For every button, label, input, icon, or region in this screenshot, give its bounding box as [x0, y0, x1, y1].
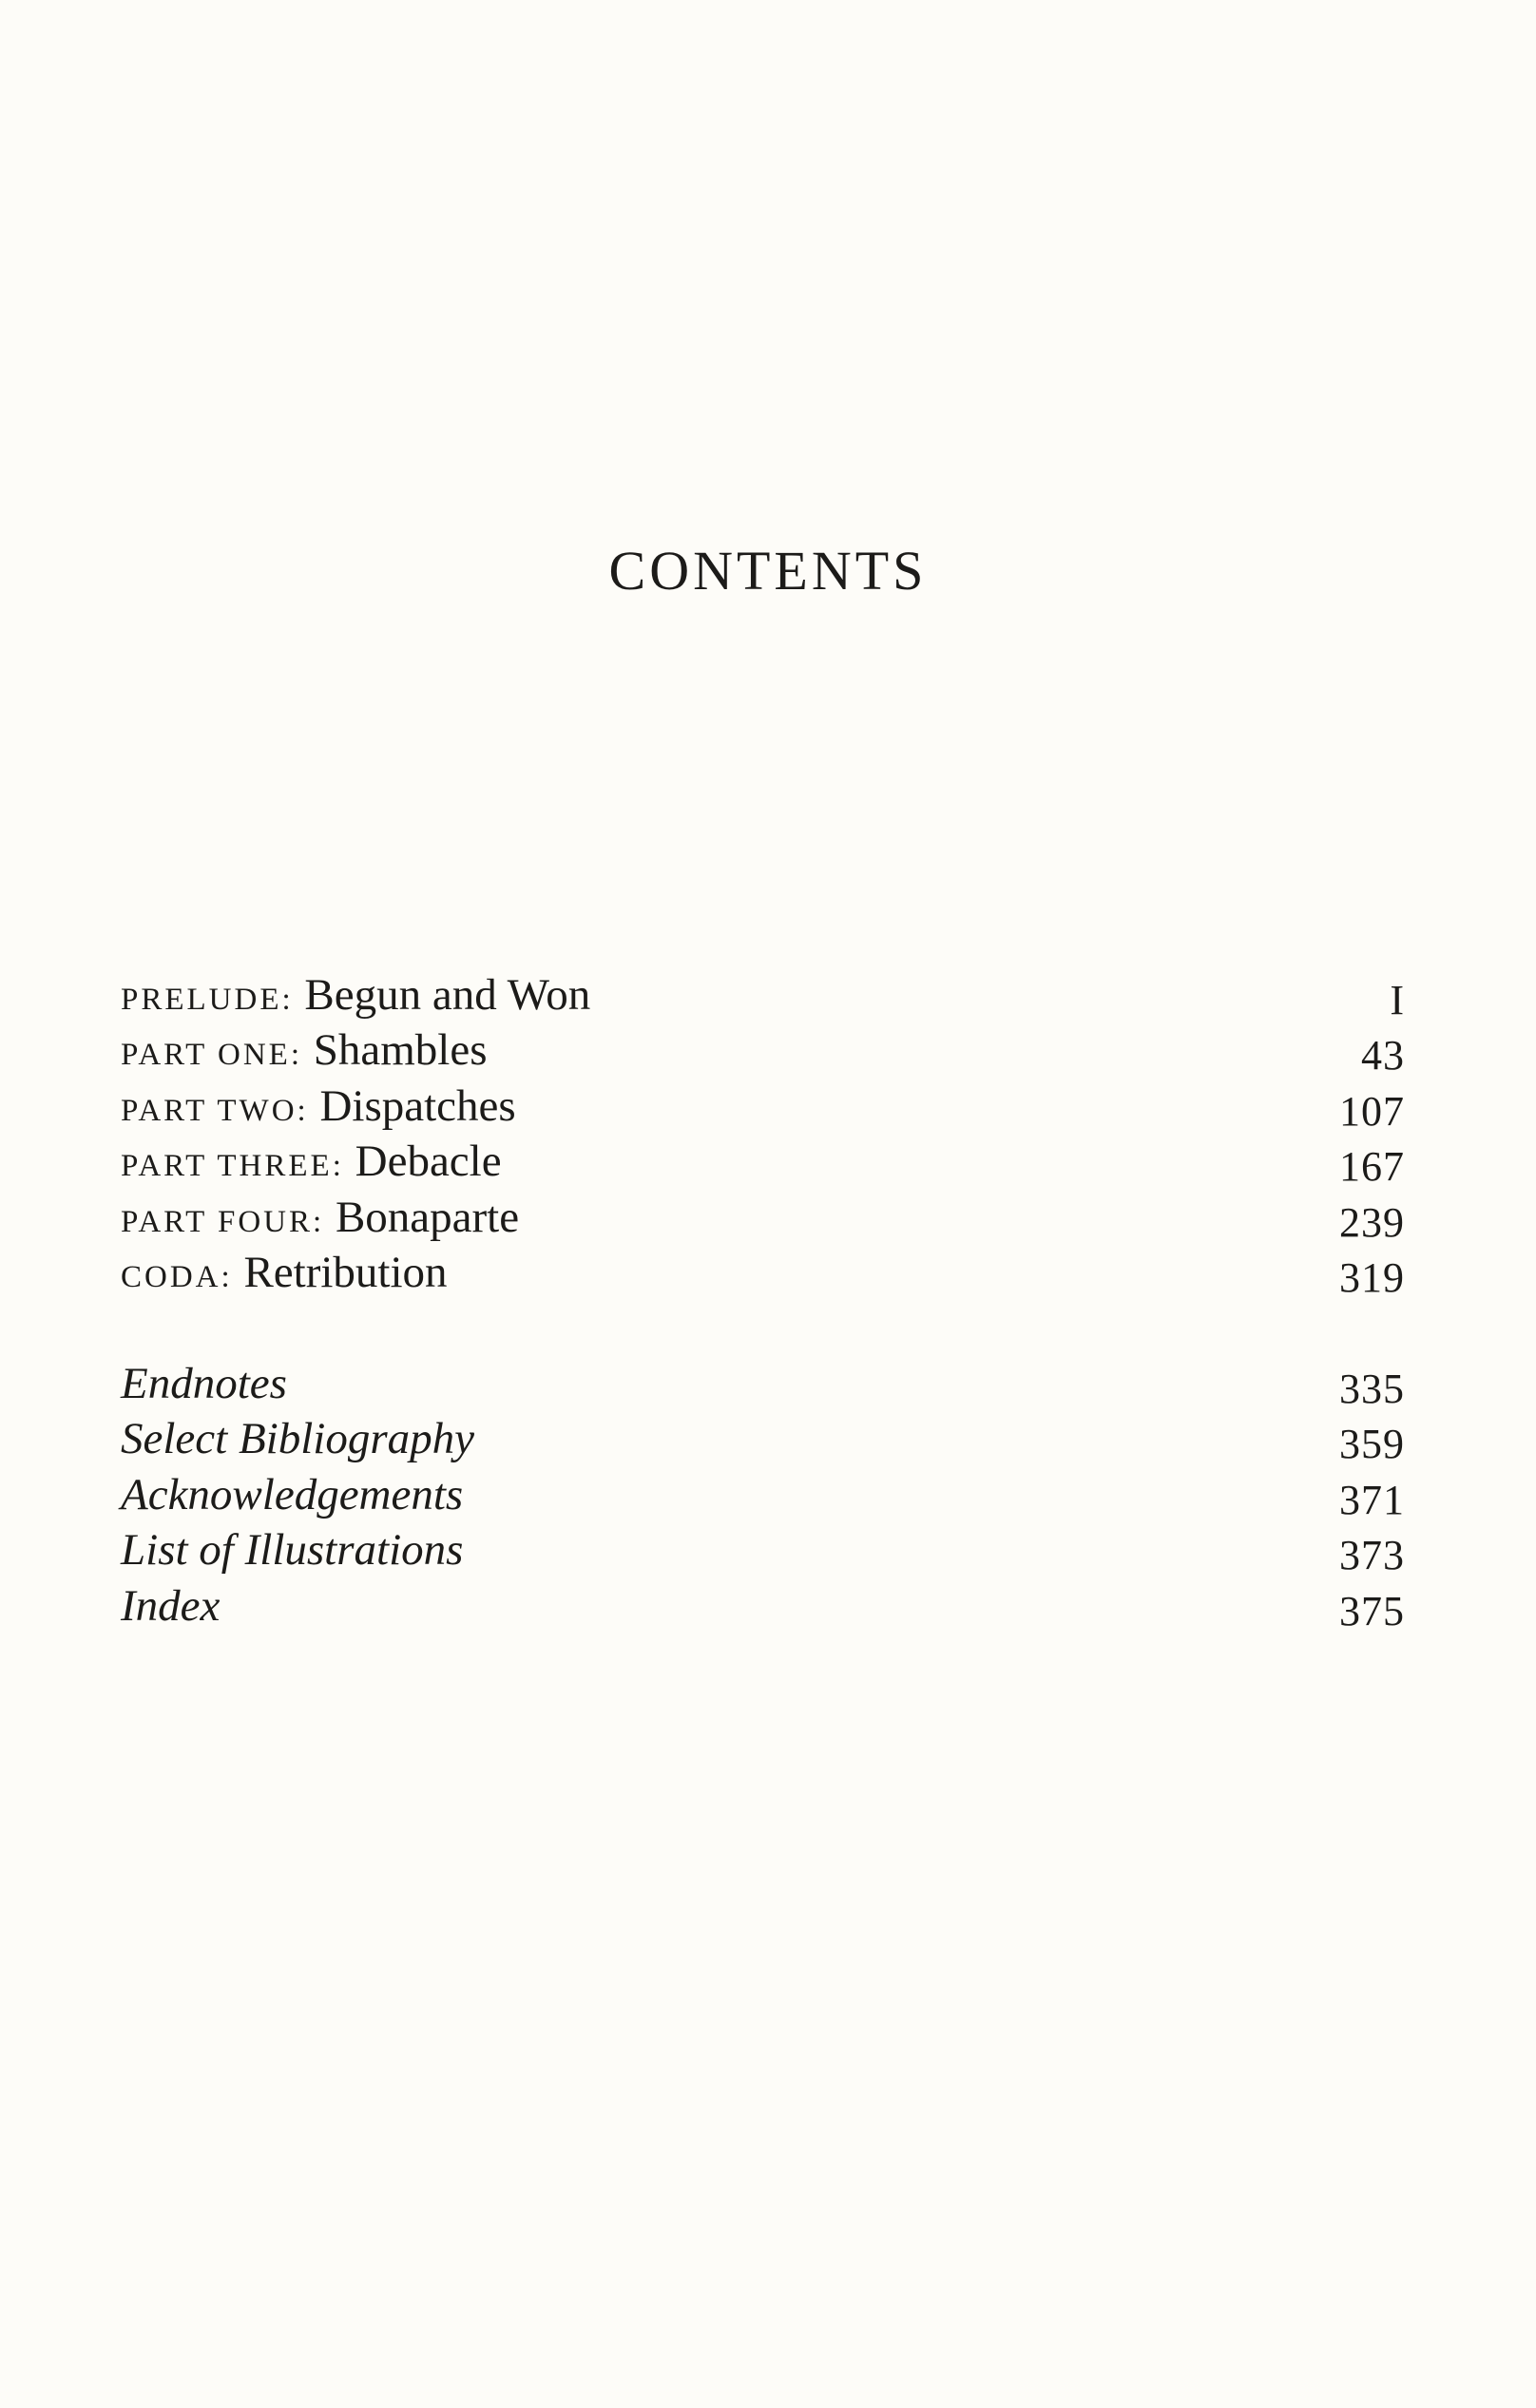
toc-entry	[121, 1134, 1405, 1189]
toc-entry-page: 107	[1339, 1087, 1405, 1135]
toc-entry-prefix: CODA:	[121, 1259, 233, 1294]
toc-entry-title: Dispatches	[319, 1080, 516, 1131]
toc-entry-title: Retribution	[243, 1247, 448, 1297]
toc-parts-list	[121, 967, 1405, 1300]
toc-entry-title: Debacle	[355, 1137, 502, 1187]
toc-entry-title: Begun and Won	[304, 970, 591, 1020]
toc-entry-page: 319	[1339, 1253, 1405, 1301]
toc-back-matter-list	[121, 1356, 1405, 1634]
toc-entry-title: Shambles	[313, 1025, 488, 1076]
toc-entry-prefix: PART ONE:	[121, 1038, 302, 1073]
toc-entry-page: I	[1390, 977, 1405, 1023]
toc-entry-page: 373	[1339, 1532, 1405, 1579]
toc-entry-page: 359	[1339, 1421, 1405, 1468]
toc-entry	[121, 967, 1405, 1022]
toc-entry	[121, 1356, 1405, 1411]
toc-entry	[121, 1578, 1405, 1634]
toc-entry-title: Bonaparte	[335, 1192, 520, 1242]
page-title: CONTENTS	[608, 540, 928, 602]
toc-entry	[121, 1190, 1405, 1245]
toc-entry-label	[121, 1134, 502, 1194]
toc-entry	[121, 1522, 1405, 1577]
toc-entry-title: List of Illustrations	[121, 1525, 464, 1576]
toc-entry-page: 167	[1339, 1143, 1405, 1191]
toc-entry-title: Index	[121, 1580, 221, 1631]
toc-entry-prefix: PART FOUR:	[121, 1204, 325, 1239]
toc-entry-page: 239	[1339, 1198, 1405, 1246]
toc-entry-title: Endnotes	[121, 1359, 287, 1408]
toc-entry-prefix: PRELUDE:	[121, 983, 294, 1017]
toc-entry-page: 375	[1339, 1587, 1405, 1634]
toc-entry-title: Acknowledgements	[121, 1469, 464, 1519]
toc-entry-label	[121, 1022, 488, 1082]
toc-entry-page: 335	[1339, 1366, 1405, 1412]
toc-entry-label	[121, 1079, 516, 1138]
toc-entry-label	[121, 1190, 519, 1250]
toc-entry	[121, 1022, 1405, 1078]
toc-entry-prefix: PART TWO:	[121, 1093, 309, 1128]
toc-entry	[121, 1079, 1405, 1134]
toc-entry	[121, 1467, 1405, 1522]
toc-entry-title: Select Bibliography	[121, 1414, 474, 1464]
toc-entry-prefix: PART THREE:	[121, 1149, 344, 1184]
toc-entry-label	[121, 967, 590, 1027]
toc-entry-page: 371	[1339, 1476, 1405, 1523]
toc-entry	[121, 1411, 1405, 1466]
toc-entry-page: 43	[1361, 1032, 1405, 1080]
toc-entry-label	[121, 1245, 448, 1305]
toc-entry	[121, 1245, 1405, 1300]
